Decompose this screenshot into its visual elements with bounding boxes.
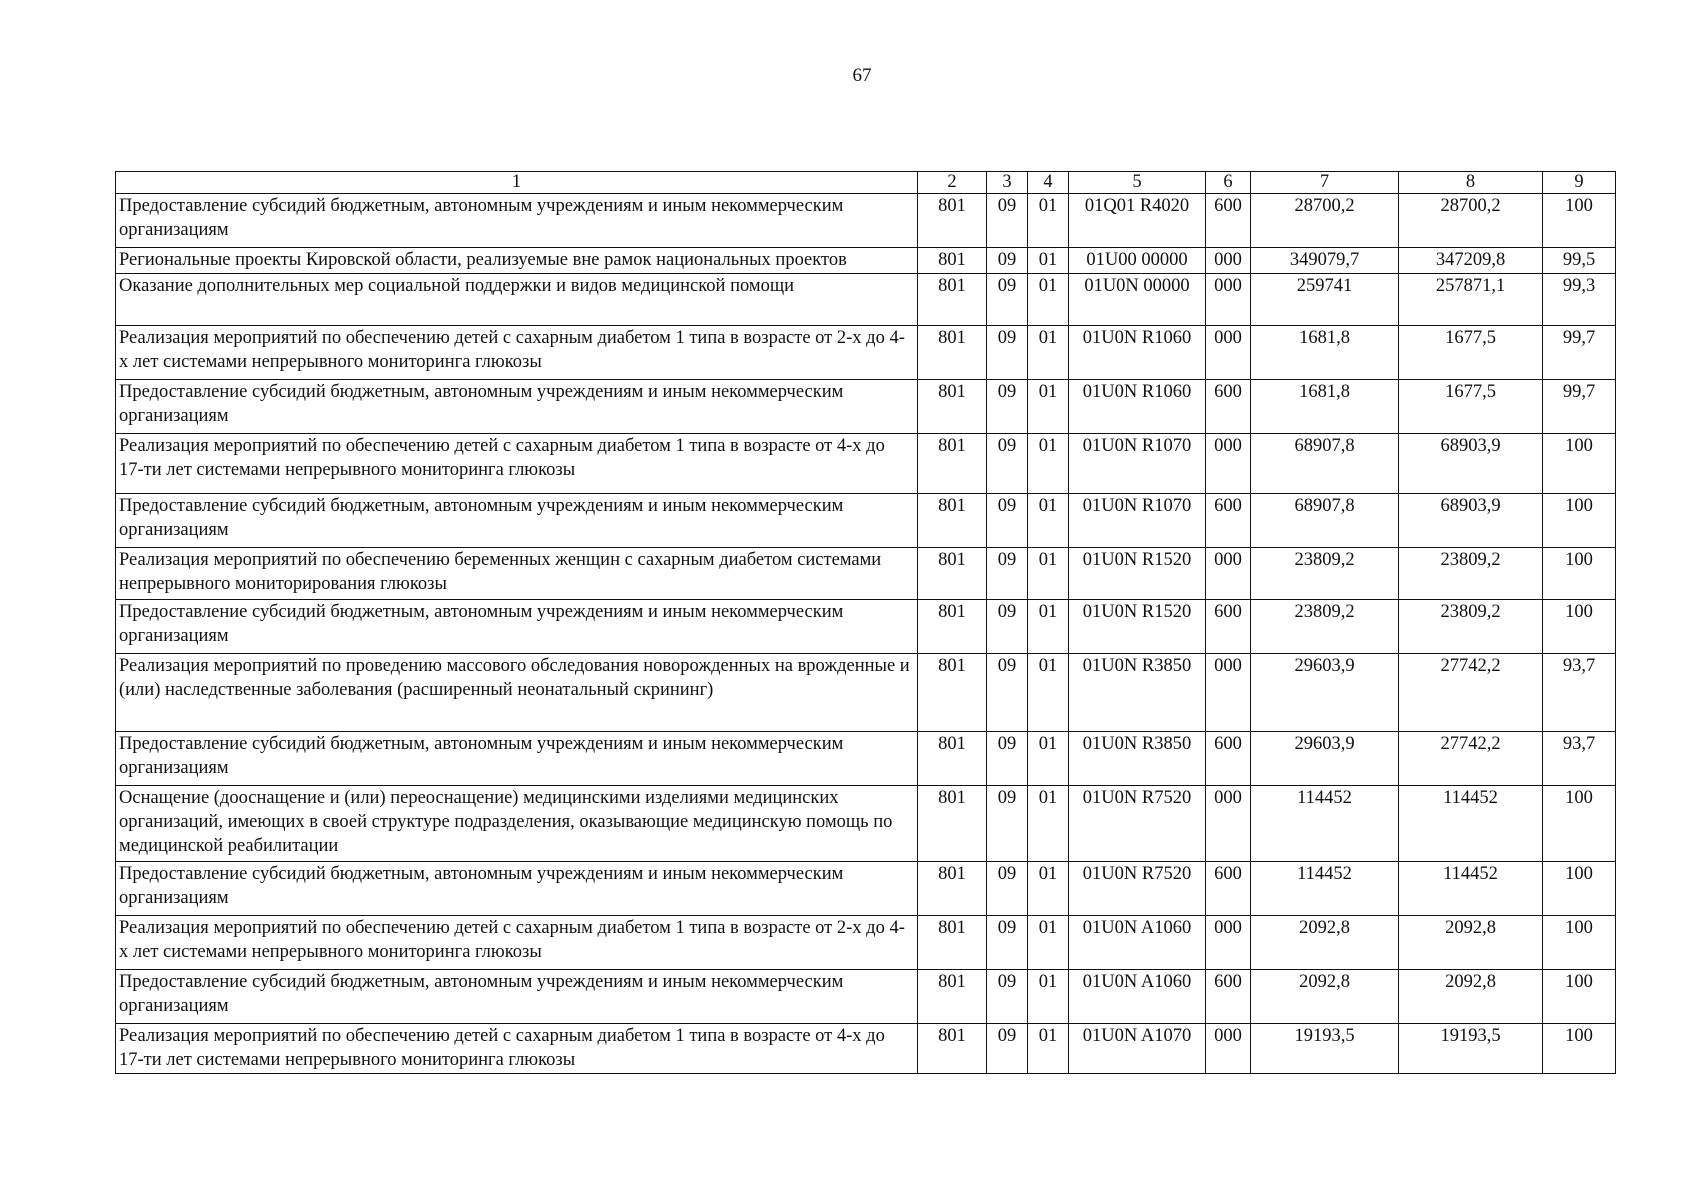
cell-expense-type-code: 600 <box>1206 600 1251 654</box>
cell-section-code: 09 <box>987 732 1028 786</box>
header-col-4: 4 <box>1028 172 1069 194</box>
cell-expense-type-code: 000 <box>1206 326 1251 380</box>
cell-expense-type-code: 600 <box>1206 194 1251 248</box>
row-description: Реализация мероприятий по проведению массового обследования новорожденных на врожденные и (или) наследственные заболевания (расширенный неонатальный скрининг) <box>116 654 918 732</box>
cell-target-article-code: 01U0N R1060 <box>1069 380 1206 434</box>
cell-subsection-code: 01 <box>1028 194 1069 248</box>
cell-ministry-code: 801 <box>918 248 987 274</box>
cell-target-article-code: 01U0N R1520 <box>1069 548 1206 600</box>
cell-expense-type-code: 000 <box>1206 548 1251 600</box>
cell-executed-amount: 257871,1 <box>1399 274 1543 326</box>
cell-executed-amount: 114452 <box>1399 786 1543 862</box>
cell-subsection-code: 01 <box>1028 248 1069 274</box>
cell-section-code: 09 <box>987 326 1028 380</box>
table-row <box>116 732 1616 786</box>
header-col-8: 8 <box>1399 172 1543 194</box>
cell-target-article-code: 01U0N R1070 <box>1069 434 1206 494</box>
cell-section-code: 09 <box>987 654 1028 732</box>
cell-subsection-code: 01 <box>1028 600 1069 654</box>
cell-execution-percent: 100 <box>1543 862 1616 916</box>
cell-subsection-code: 01 <box>1028 494 1069 548</box>
row-description: Оснащение (дооснащение и (или) переоснащение) медицинскими изделиями медицинских организаций, имеющих в своей структуре подразделения, оказывающие медицинскую помощь по медицинской реабилитации <box>116 786 918 862</box>
cell-planned-amount: 259741 <box>1251 274 1399 326</box>
cell-executed-amount: 1677,5 <box>1399 380 1543 434</box>
table-row <box>116 434 1616 494</box>
cell-ministry-code: 801 <box>918 434 987 494</box>
cell-ministry-code: 801 <box>918 380 987 434</box>
cell-planned-amount: 349079,7 <box>1251 248 1399 274</box>
table-row <box>116 654 1616 732</box>
cell-executed-amount: 23809,2 <box>1399 600 1543 654</box>
cell-execution-percent: 100 <box>1543 916 1616 970</box>
cell-section-code: 09 <box>987 786 1028 862</box>
cell-section-code: 09 <box>987 862 1028 916</box>
table-row <box>116 194 1616 248</box>
budget-table <box>115 171 1616 1074</box>
cell-expense-type-code: 000 <box>1206 1024 1251 1074</box>
cell-subsection-code: 01 <box>1028 732 1069 786</box>
row-description: Реализация мероприятий по обеспечению детей с сахарным диабетом 1 типа в возрасте от 2-х до 4-х лет системами непрерывного мониторинга глюкозы <box>116 916 918 970</box>
cell-execution-percent: 100 <box>1543 970 1616 1024</box>
header-col-9: 9 <box>1543 172 1616 194</box>
cell-subsection-code: 01 <box>1028 380 1069 434</box>
cell-planned-amount: 23809,2 <box>1251 600 1399 654</box>
cell-execution-percent: 99,3 <box>1543 274 1616 326</box>
table-row <box>116 248 1616 274</box>
page-number: 67 <box>852 65 872 86</box>
cell-planned-amount: 23809,2 <box>1251 548 1399 600</box>
cell-execution-percent: 100 <box>1543 494 1616 548</box>
cell-ministry-code: 801 <box>918 600 987 654</box>
cell-expense-type-code: 000 <box>1206 434 1251 494</box>
cell-section-code: 09 <box>987 380 1028 434</box>
table-row <box>116 1024 1616 1074</box>
cell-target-article-code: 01U0N R7520 <box>1069 786 1206 862</box>
cell-section-code: 09 <box>987 600 1028 654</box>
cell-subsection-code: 01 <box>1028 434 1069 494</box>
cell-ministry-code: 801 <box>918 862 987 916</box>
cell-target-article-code: 01U0N R1520 <box>1069 600 1206 654</box>
cell-subsection-code: 01 <box>1028 916 1069 970</box>
cell-executed-amount: 2092,8 <box>1399 916 1543 970</box>
cell-target-article-code: 01U0N A1060 <box>1069 970 1206 1024</box>
header-col-5: 5 <box>1069 172 1206 194</box>
cell-planned-amount: 1681,8 <box>1251 380 1399 434</box>
table-body <box>116 194 1616 1074</box>
cell-expense-type-code: 600 <box>1206 380 1251 434</box>
cell-expense-type-code: 000 <box>1206 274 1251 326</box>
cell-planned-amount: 68907,8 <box>1251 434 1399 494</box>
cell-expense-type-code: 600 <box>1206 494 1251 548</box>
cell-planned-amount: 114452 <box>1251 862 1399 916</box>
cell-execution-percent: 99,7 <box>1543 326 1616 380</box>
table-row <box>116 862 1616 916</box>
table-row <box>116 326 1616 380</box>
cell-subsection-code: 01 <box>1028 326 1069 380</box>
cell-planned-amount: 28700,2 <box>1251 194 1399 248</box>
row-description: Предоставление субсидий бюджетным, автономным учреждениям и иным некоммерческим организациям <box>116 194 918 248</box>
cell-subsection-code: 01 <box>1028 654 1069 732</box>
header-col-1: 1 <box>116 172 918 194</box>
cell-section-code: 09 <box>987 1024 1028 1074</box>
cell-section-code: 09 <box>987 916 1028 970</box>
cell-target-article-code: 01U0N A1060 <box>1069 916 1206 970</box>
cell-target-article-code: 01U0N R1070 <box>1069 494 1206 548</box>
row-description: Реализация мероприятий по обеспечению детей с сахарным диабетом 1 типа в возрасте от 4-х до 17-ти лет системами непрерывного мониторинга глюкозы <box>116 434 918 494</box>
row-description: Предоставление субсидий бюджетным, автономным учреждениям и иным некоммерческим организациям <box>116 494 918 548</box>
cell-ministry-code: 801 <box>918 732 987 786</box>
cell-execution-percent: 100 <box>1543 786 1616 862</box>
cell-target-article-code: 01U00 00000 <box>1069 248 1206 274</box>
cell-execution-percent: 93,7 <box>1543 732 1616 786</box>
table-row <box>116 970 1616 1024</box>
table-row <box>116 380 1616 434</box>
cell-execution-percent: 100 <box>1543 600 1616 654</box>
cell-target-article-code: 01Q01 R4020 <box>1069 194 1206 248</box>
cell-expense-type-code: 600 <box>1206 862 1251 916</box>
cell-section-code: 09 <box>987 970 1028 1024</box>
cell-planned-amount: 19193,5 <box>1251 1024 1399 1074</box>
header-col-6: 6 <box>1206 172 1251 194</box>
row-description: Предоставление субсидий бюджетным, автономным учреждениям и иным некоммерческим организациям <box>116 732 918 786</box>
cell-subsection-code: 01 <box>1028 862 1069 916</box>
cell-ministry-code: 801 <box>918 548 987 600</box>
cell-ministry-code: 801 <box>918 970 987 1024</box>
cell-ministry-code: 801 <box>918 494 987 548</box>
header-col-3: 3 <box>987 172 1028 194</box>
cell-expense-type-code: 000 <box>1206 248 1251 274</box>
cell-executed-amount: 28700,2 <box>1399 194 1543 248</box>
cell-target-article-code: 01U0N R3850 <box>1069 654 1206 732</box>
row-description: Предоставление субсидий бюджетным, автономным учреждениям и иным некоммерческим организациям <box>116 862 918 916</box>
cell-execution-percent: 100 <box>1543 548 1616 600</box>
cell-planned-amount: 2092,8 <box>1251 916 1399 970</box>
cell-section-code: 09 <box>987 434 1028 494</box>
cell-ministry-code: 801 <box>918 194 987 248</box>
cell-executed-amount: 23809,2 <box>1399 548 1543 600</box>
cell-ministry-code: 801 <box>918 326 987 380</box>
cell-ministry-code: 801 <box>918 1024 987 1074</box>
cell-executed-amount: 68903,9 <box>1399 434 1543 494</box>
cell-expense-type-code: 000 <box>1206 916 1251 970</box>
cell-expense-type-code: 000 <box>1206 654 1251 732</box>
cell-execution-percent: 100 <box>1543 194 1616 248</box>
cell-subsection-code: 01 <box>1028 548 1069 600</box>
cell-executed-amount: 1677,5 <box>1399 326 1543 380</box>
row-description: Предоставление субсидий бюджетным, автономным учреждениям и иным некоммерческим организациям <box>116 380 918 434</box>
row-description: Реализация мероприятий по обеспечению беременных женщин с сахарным диабетом системами непрерывного мониторирования глюкозы <box>116 548 918 600</box>
cell-planned-amount: 1681,8 <box>1251 326 1399 380</box>
row-description: Реализация мероприятий по обеспечению детей с сахарным диабетом 1 типа в возрасте от 4-х до 17-ти лет системами непрерывного мониторинга глюкозы <box>116 1024 918 1074</box>
row-description: Предоставление субсидий бюджетным, автономным учреждениям и иным некоммерческим организациям <box>116 970 918 1024</box>
row-description: Оказание дополнительных мер социальной поддержки и видов медицинской помощи <box>116 274 918 326</box>
cell-planned-amount: 114452 <box>1251 786 1399 862</box>
cell-target-article-code: 01U0N R3850 <box>1069 732 1206 786</box>
cell-expense-type-code: 600 <box>1206 732 1251 786</box>
cell-executed-amount: 27742,2 <box>1399 732 1543 786</box>
row-description: Предоставление субсидий бюджетным, автономным учреждениям и иным некоммерческим организациям <box>116 600 918 654</box>
cell-execution-percent: 99,7 <box>1543 380 1616 434</box>
table-row <box>116 548 1616 600</box>
row-description: Региональные проекты Кировской области, реализуемые вне рамок национальных проектов <box>116 248 918 274</box>
cell-target-article-code: 01U0N 00000 <box>1069 274 1206 326</box>
cell-planned-amount: 29603,9 <box>1251 654 1399 732</box>
header-col-7: 7 <box>1251 172 1399 194</box>
table-row <box>116 916 1616 970</box>
table-row <box>116 786 1616 862</box>
table-header <box>116 172 1616 194</box>
cell-section-code: 09 <box>987 548 1028 600</box>
cell-subsection-code: 01 <box>1028 970 1069 1024</box>
cell-ministry-code: 801 <box>918 274 987 326</box>
cell-expense-type-code: 000 <box>1206 786 1251 862</box>
cell-execution-percent: 93,7 <box>1543 654 1616 732</box>
cell-target-article-code: 01U0N R7520 <box>1069 862 1206 916</box>
cell-executed-amount: 19193,5 <box>1399 1024 1543 1074</box>
cell-ministry-code: 801 <box>918 654 987 732</box>
cell-target-article-code: 01U0N A1070 <box>1069 1024 1206 1074</box>
cell-execution-percent: 100 <box>1543 1024 1616 1074</box>
table-row <box>116 600 1616 654</box>
cell-subsection-code: 01 <box>1028 1024 1069 1074</box>
cell-section-code: 09 <box>987 494 1028 548</box>
cell-section-code: 09 <box>987 248 1028 274</box>
table-row <box>116 494 1616 548</box>
row-description: Реализация мероприятий по обеспечению детей с сахарным диабетом 1 типа в возрасте от 2-х до 4-х лет системами непрерывного мониторинга глюкозы <box>116 326 918 380</box>
cell-ministry-code: 801 <box>918 916 987 970</box>
cell-executed-amount: 68903,9 <box>1399 494 1543 548</box>
cell-planned-amount: 29603,9 <box>1251 732 1399 786</box>
cell-execution-percent: 100 <box>1543 434 1616 494</box>
cell-execution-percent: 99,5 <box>1543 248 1616 274</box>
cell-executed-amount: 347209,8 <box>1399 248 1543 274</box>
cell-section-code: 09 <box>987 274 1028 326</box>
cell-executed-amount: 2092,8 <box>1399 970 1543 1024</box>
cell-section-code: 09 <box>987 194 1028 248</box>
cell-planned-amount: 2092,8 <box>1251 970 1399 1024</box>
cell-subsection-code: 01 <box>1028 786 1069 862</box>
cell-expense-type-code: 600 <box>1206 970 1251 1024</box>
header-col-2: 2 <box>918 172 987 194</box>
cell-executed-amount: 114452 <box>1399 862 1543 916</box>
table-row <box>116 274 1616 326</box>
cell-executed-amount: 27742,2 <box>1399 654 1543 732</box>
cell-target-article-code: 01U0N R1060 <box>1069 326 1206 380</box>
cell-planned-amount: 68907,8 <box>1251 494 1399 548</box>
cell-subsection-code: 01 <box>1028 274 1069 326</box>
cell-ministry-code: 801 <box>918 786 987 862</box>
